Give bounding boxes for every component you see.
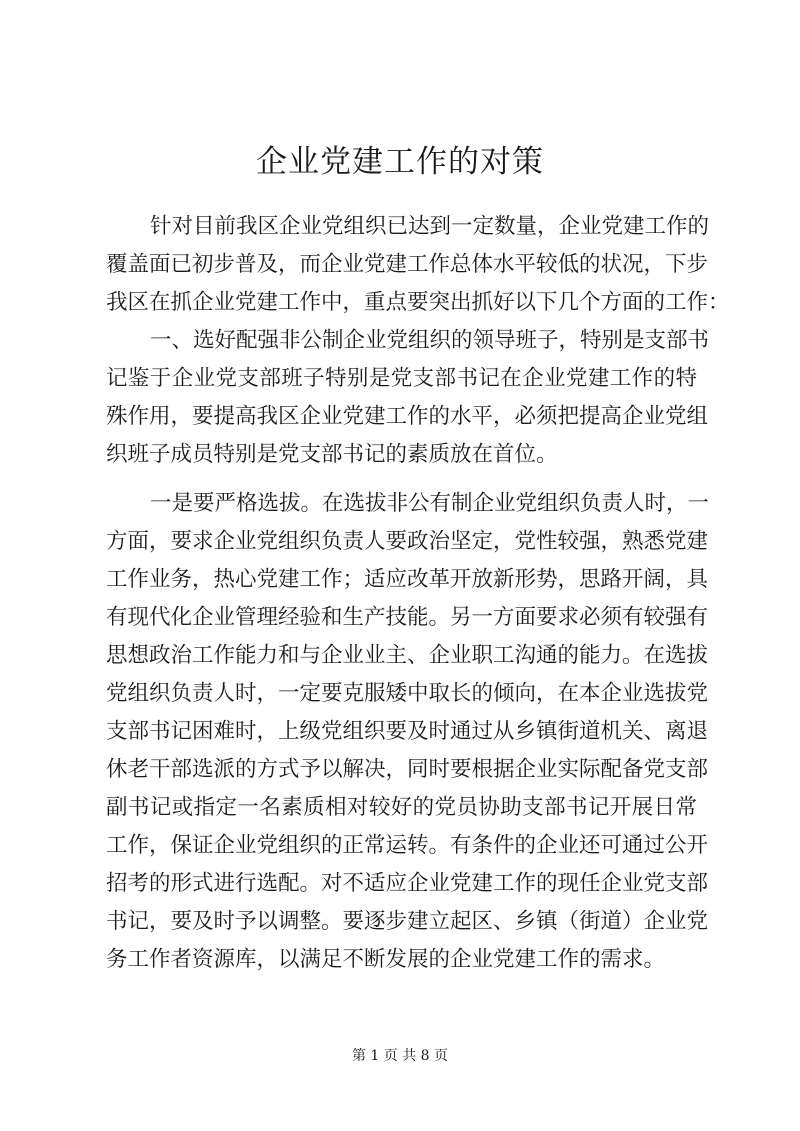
text-line: 针对目前我区企业党组织已达到一定数量，企业党建工作的 [150, 214, 710, 239]
text-line: 记鉴于企业党支部班子特别是党支部书记在企业党建工作的特 [106, 366, 697, 391]
text-line: 党组织负责人时，一定要克服矮中取长的倾向，在本企业选拔党 [106, 681, 709, 706]
paragraph-selection [106, 485, 710, 979]
text-line: 我区在抓企业党建工作中，重点要突出抓好以下几个方面的工作： [106, 290, 730, 315]
text-line: 务工作者资源库，以满足不断发展的企业党建工作的需求。 [106, 947, 666, 972]
text-line: 覆盖面已初步普及，而企业党建工作总体水平较低的状况，下步 [106, 252, 709, 277]
text-line: 殊作用，要提高我区企业党建工作的水平，必须把提高企业党组 [106, 404, 709, 429]
text-line: 书记，要及时予以调整。要逐步建立起区、乡镇（街道）企业党 [106, 909, 709, 934]
text-line: 有现代化企业管理经验和生产技能。另一方面要求必须有较强有 [106, 605, 709, 630]
text-line: 支部书记困难时，上级党组织要及时通过从乡镇街道机关、离退 [106, 719, 709, 744]
text-line: 一、选好配强非公制企业党组织的领导班子，特别是支部书 [150, 328, 710, 353]
text-line: 招考的形式进行选配。对不适应企业党建工作的现任企业党支部 [106, 871, 709, 896]
text-line: 织班子成员特别是党支部书记的素质放在首位。 [106, 442, 558, 467]
document-title: 企业党建工作的对策 [256, 144, 544, 180]
text-line: 工作业务，热心党建工作；适应改革开放新形势，思路开阔，具 [106, 567, 709, 592]
paragraph-intro [106, 208, 730, 474]
text-line: 思想政治工作能力和与企业业主、企业职工沟通的能力。在选拔 [106, 643, 709, 668]
text-line: 方面，要求企业党组织负责人要政治坚定，党性较强，熟悉党建 [106, 529, 709, 554]
text-line: 一是要严格选拔。在选拔非公有制企业党组织负责人时，一 [150, 491, 710, 516]
text-line: 休老干部选派的方式予以解决，同时要根据企业实际配备党支部 [106, 757, 709, 782]
page-footer: 第 1 页 共 8 页 [351, 1048, 449, 1064]
text-line: 副书记或指定一名素质相对较好的党员协助支部书记开展日常 [106, 795, 697, 820]
text-line: 工作，保证企业党组织的正常运转。有条件的企业还可通过公开 [106, 833, 709, 858]
